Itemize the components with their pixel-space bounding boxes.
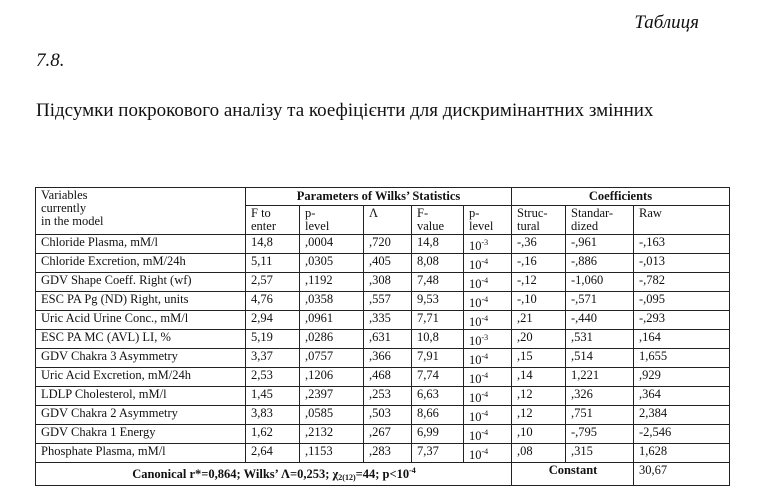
f-value: 7,91 xyxy=(412,349,464,368)
raw: ,929 xyxy=(634,368,730,387)
table-row xyxy=(36,235,730,254)
lambda: ,405 xyxy=(364,254,412,273)
raw: -,293 xyxy=(634,311,730,330)
constant-value: 30,67 xyxy=(634,463,730,486)
coefficients-group-header: Coefficients xyxy=(512,188,730,206)
p-level: ,0757 xyxy=(300,349,364,368)
lambda: ,503 xyxy=(364,406,412,425)
variables-header: Variables currently in the model xyxy=(36,188,246,235)
f-value: 14,8 xyxy=(412,235,464,254)
lambda: ,366 xyxy=(364,349,412,368)
p-level-2: $10^{-3}$ xyxy=(464,235,512,254)
structural: ,14 xyxy=(512,368,566,387)
p-level-2: $10^{-4}$ xyxy=(464,292,512,311)
p-level-2: $10^{-4}$ xyxy=(464,387,512,406)
f-to-enter: 5,19 xyxy=(246,330,300,349)
standardized: -,571 xyxy=(566,292,634,311)
variable-name: Chloride Plasma, mM/l xyxy=(36,235,246,254)
wilks-group-header: Parameters of Wilks’ Statistics xyxy=(246,188,512,206)
canonical-summary: Canonical r*=0,864; Wilks’ Λ=0,253; $\chi_{2(12)}=44$; $p<10^{-4}$ xyxy=(36,463,512,486)
p-level-2: $10^{-4}$ xyxy=(464,425,512,444)
f-value: 9,53 xyxy=(412,292,464,311)
standardized: ,326 xyxy=(566,387,634,406)
f-value: 6,99 xyxy=(412,425,464,444)
lambda: ,283 xyxy=(364,444,412,463)
structural: ,15 xyxy=(512,349,566,368)
lambda: ,335 xyxy=(364,311,412,330)
standardized: -1,060 xyxy=(566,273,634,292)
raw: ,364 xyxy=(634,387,730,406)
p-level-2: $10^{-4}$ xyxy=(464,444,512,463)
f-to-enter: 1,45 xyxy=(246,387,300,406)
p-level-2: $10^{-4}$ xyxy=(464,273,512,292)
standardized: -,795 xyxy=(566,425,634,444)
variable-name: Chloride Excretion, mM/24h xyxy=(36,254,246,273)
table-number: 7.8. xyxy=(36,50,65,71)
table-row xyxy=(36,387,730,406)
variable-name: LDLP Cholesterol, mM/l xyxy=(36,387,246,406)
p-level-2: $10^{-4}$ xyxy=(464,349,512,368)
f-to-enter: 3,83 xyxy=(246,406,300,425)
p-level: ,0585 xyxy=(300,406,364,425)
f-value: 8,08 xyxy=(412,254,464,273)
f-value: 7,48 xyxy=(412,273,464,292)
p-level: ,2397 xyxy=(300,387,364,406)
col-p-level: p- level xyxy=(300,206,364,235)
structural: ,12 xyxy=(512,406,566,425)
structural: -,12 xyxy=(512,273,566,292)
f-value: 7,71 xyxy=(412,311,464,330)
f-to-enter: 4,76 xyxy=(246,292,300,311)
f-to-enter: 3,37 xyxy=(246,349,300,368)
f-to-enter: 2,94 xyxy=(246,311,300,330)
structural: -,16 xyxy=(512,254,566,273)
col-standardized: Standar- dized xyxy=(566,206,634,235)
lambda: ,631 xyxy=(364,330,412,349)
variable-name: ESC PA MC (AVL) LI, % xyxy=(36,330,246,349)
lambda: ,557 xyxy=(364,292,412,311)
col-f-value: F- value xyxy=(412,206,464,235)
table-row xyxy=(36,406,730,425)
variable-name: ESC PA Pg (ND) Right, units xyxy=(36,292,246,311)
table-row xyxy=(36,273,730,292)
raw: -,782 xyxy=(634,273,730,292)
variable-name: GDV Chakra 2 Asymmetry xyxy=(36,406,246,425)
lambda: ,267 xyxy=(364,425,412,444)
p-level: ,2132 xyxy=(300,425,364,444)
p-level: ,0286 xyxy=(300,330,364,349)
p-level: ,1153 xyxy=(300,444,364,463)
col-structural: Struc- tural xyxy=(512,206,566,235)
f-to-enter: 2,57 xyxy=(246,273,300,292)
lambda: ,720 xyxy=(364,235,412,254)
p-level: ,0961 xyxy=(300,311,364,330)
p-level-2: $10^{-3}$ xyxy=(464,330,512,349)
p-level-2: $10^{-4}$ xyxy=(464,254,512,273)
table-row xyxy=(36,349,730,368)
p-level: ,0004 xyxy=(300,235,364,254)
f-to-enter: 1,62 xyxy=(246,425,300,444)
raw: 2,384 xyxy=(634,406,730,425)
constant-label: Constant xyxy=(512,463,634,486)
col-p-level-2: p- level xyxy=(464,206,512,235)
raw: -2,546 xyxy=(634,425,730,444)
variable-name: GDV Chakra 1 Energy xyxy=(36,425,246,444)
wilks-table xyxy=(35,187,730,486)
f-to-enter: 2,64 xyxy=(246,444,300,463)
f-to-enter: 5,11 xyxy=(246,254,300,273)
standardized: 1,221 xyxy=(566,368,634,387)
structural: ,10 xyxy=(512,425,566,444)
variable-name: Uric Acid Excretion, mM/24h xyxy=(36,368,246,387)
table-row xyxy=(36,330,730,349)
col-f-to-enter: F to enter xyxy=(246,206,300,235)
col-lambda: Λ xyxy=(364,206,412,235)
structural: -,36 xyxy=(512,235,566,254)
lambda: ,253 xyxy=(364,387,412,406)
lambda: ,468 xyxy=(364,368,412,387)
table-title: Підсумки покрокового аналізу та коефіцієнти для дискримінантних змінних xyxy=(36,100,654,121)
raw: ,164 xyxy=(634,330,730,349)
f-to-enter: 14,8 xyxy=(246,235,300,254)
raw: -,163 xyxy=(634,235,730,254)
raw: 1,628 xyxy=(634,444,730,463)
raw: -,013 xyxy=(634,254,730,273)
structural: -,10 xyxy=(512,292,566,311)
p-level: ,0358 xyxy=(300,292,364,311)
f-value: 6,63 xyxy=(412,387,464,406)
table-label: Таблиця xyxy=(634,12,699,33)
p-level: ,1206 xyxy=(300,368,364,387)
p-level-2: $10^{-4}$ xyxy=(464,311,512,330)
structural: ,21 xyxy=(512,311,566,330)
lambda: ,308 xyxy=(364,273,412,292)
table-row xyxy=(36,292,730,311)
table-row xyxy=(36,425,730,444)
standardized: ,315 xyxy=(566,444,634,463)
variable-name: GDV Chakra 3 Asymmetry xyxy=(36,349,246,368)
f-value: 7,74 xyxy=(412,368,464,387)
structural: ,08 xyxy=(512,444,566,463)
raw: -,095 xyxy=(634,292,730,311)
p-level-2: $10^{-4}$ xyxy=(464,368,512,387)
structural: ,20 xyxy=(512,330,566,349)
raw: 1,655 xyxy=(634,349,730,368)
f-value: 10,8 xyxy=(412,330,464,349)
p-level: ,0305 xyxy=(300,254,364,273)
p-level: ,1192 xyxy=(300,273,364,292)
standardized: ,514 xyxy=(566,349,634,368)
table-row xyxy=(36,311,730,330)
standardized: -,886 xyxy=(566,254,634,273)
variable-name: Uric Acid Urine Conc., mM/l xyxy=(36,311,246,330)
variable-name: GDV Shape Coeff. Right (wf) xyxy=(36,273,246,292)
f-value: 8,66 xyxy=(412,406,464,425)
standardized: ,531 xyxy=(566,330,634,349)
f-to-enter: 2,53 xyxy=(246,368,300,387)
f-value: 7,37 xyxy=(412,444,464,463)
col-raw: Raw xyxy=(634,206,730,235)
table-row xyxy=(36,444,730,463)
p-level-2: $10^{-4}$ xyxy=(464,406,512,425)
standardized: -,961 xyxy=(566,235,634,254)
structural: ,12 xyxy=(512,387,566,406)
variable-name: Phosphate Plasma, mM/l xyxy=(36,444,246,463)
table-row xyxy=(36,368,730,387)
table-row xyxy=(36,254,730,273)
standardized: -,440 xyxy=(566,311,634,330)
standardized: ,751 xyxy=(566,406,634,425)
